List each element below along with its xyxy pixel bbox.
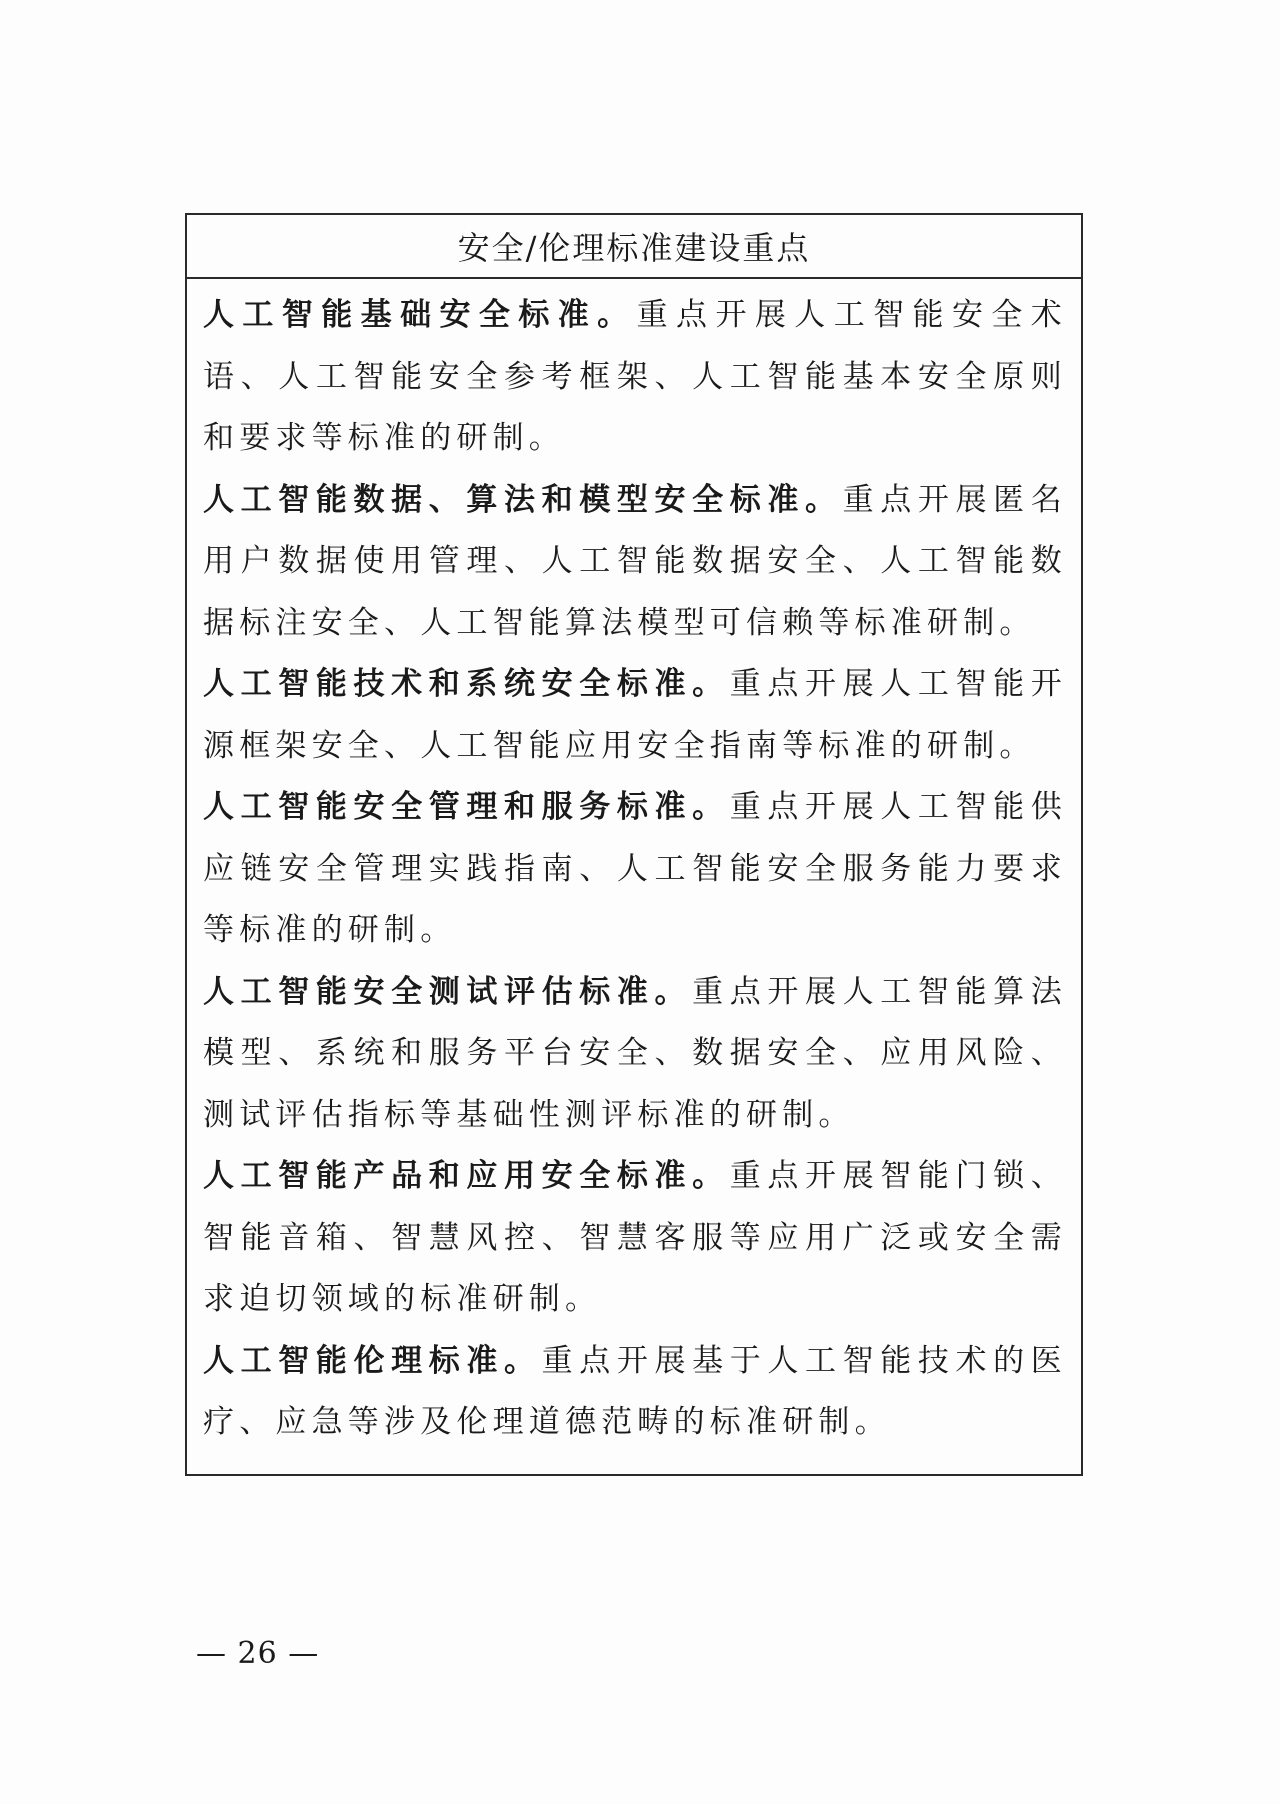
item-body: 重点开展人工智能开源框架安全、人工智能应用安全指南等标准的研制。 xyxy=(203,666,1067,764)
list-item xyxy=(203,777,1067,962)
list-item xyxy=(203,962,1067,1147)
item-title: 人工智能基础安全标准。 xyxy=(203,297,637,333)
list-item xyxy=(203,1331,1067,1454)
page-number: — 26 — xyxy=(196,1636,320,1671)
item-body: 重点开展智能门锁、智能音箱、智慧风控、智慧客服等应用广泛或安全需求迫切领域的标准研制。 xyxy=(203,1158,1067,1317)
standards-table xyxy=(185,213,1083,1476)
list-item xyxy=(203,470,1067,655)
item-title: 人工智能产品和应用安全标准。 xyxy=(203,1158,730,1194)
item-body: 重点开展人工智能安全术语、人工智能安全参考框架、人工智能基本安全原则和要求等标准的研制。 xyxy=(203,297,1067,456)
list-item xyxy=(203,285,1067,470)
table-body xyxy=(187,279,1081,1474)
item-body: 重点开展匿名用户数据使用管理、人工智能数据安全、人工智能数据标注安全、人工智能算法模型可信赖等标准研制。 xyxy=(203,481,1067,641)
item-title: 人工智能安全测试评估标准。 xyxy=(203,973,693,1010)
item-title: 人工智能数据、算法和模型安全标准。 xyxy=(203,481,843,518)
list-item xyxy=(203,654,1067,777)
item-title: 人工智能伦理标准。 xyxy=(203,1342,542,1379)
item-body: 重点开展人工智能供应链安全管理实践指南、人工智能安全服务能力要求等标准的研制。 xyxy=(203,789,1067,948)
item-body: 重点开展基于人工智能技术的医疗、应急等涉及伦理道德范畴的标准研制。 xyxy=(203,1342,1067,1440)
item-title: 人工智能安全管理和服务标准。 xyxy=(203,789,730,825)
item-body: 重点开展人工智能算法模型、系统和服务平台安全、数据安全、应用风险、测试评估指标等基础性测评标准的研制。 xyxy=(203,973,1067,1133)
table-header: 安全/伦理标准建设重点 xyxy=(187,215,1081,279)
item-title: 人工智能技术和系统安全标准。 xyxy=(203,666,730,702)
list-item xyxy=(203,1146,1067,1331)
